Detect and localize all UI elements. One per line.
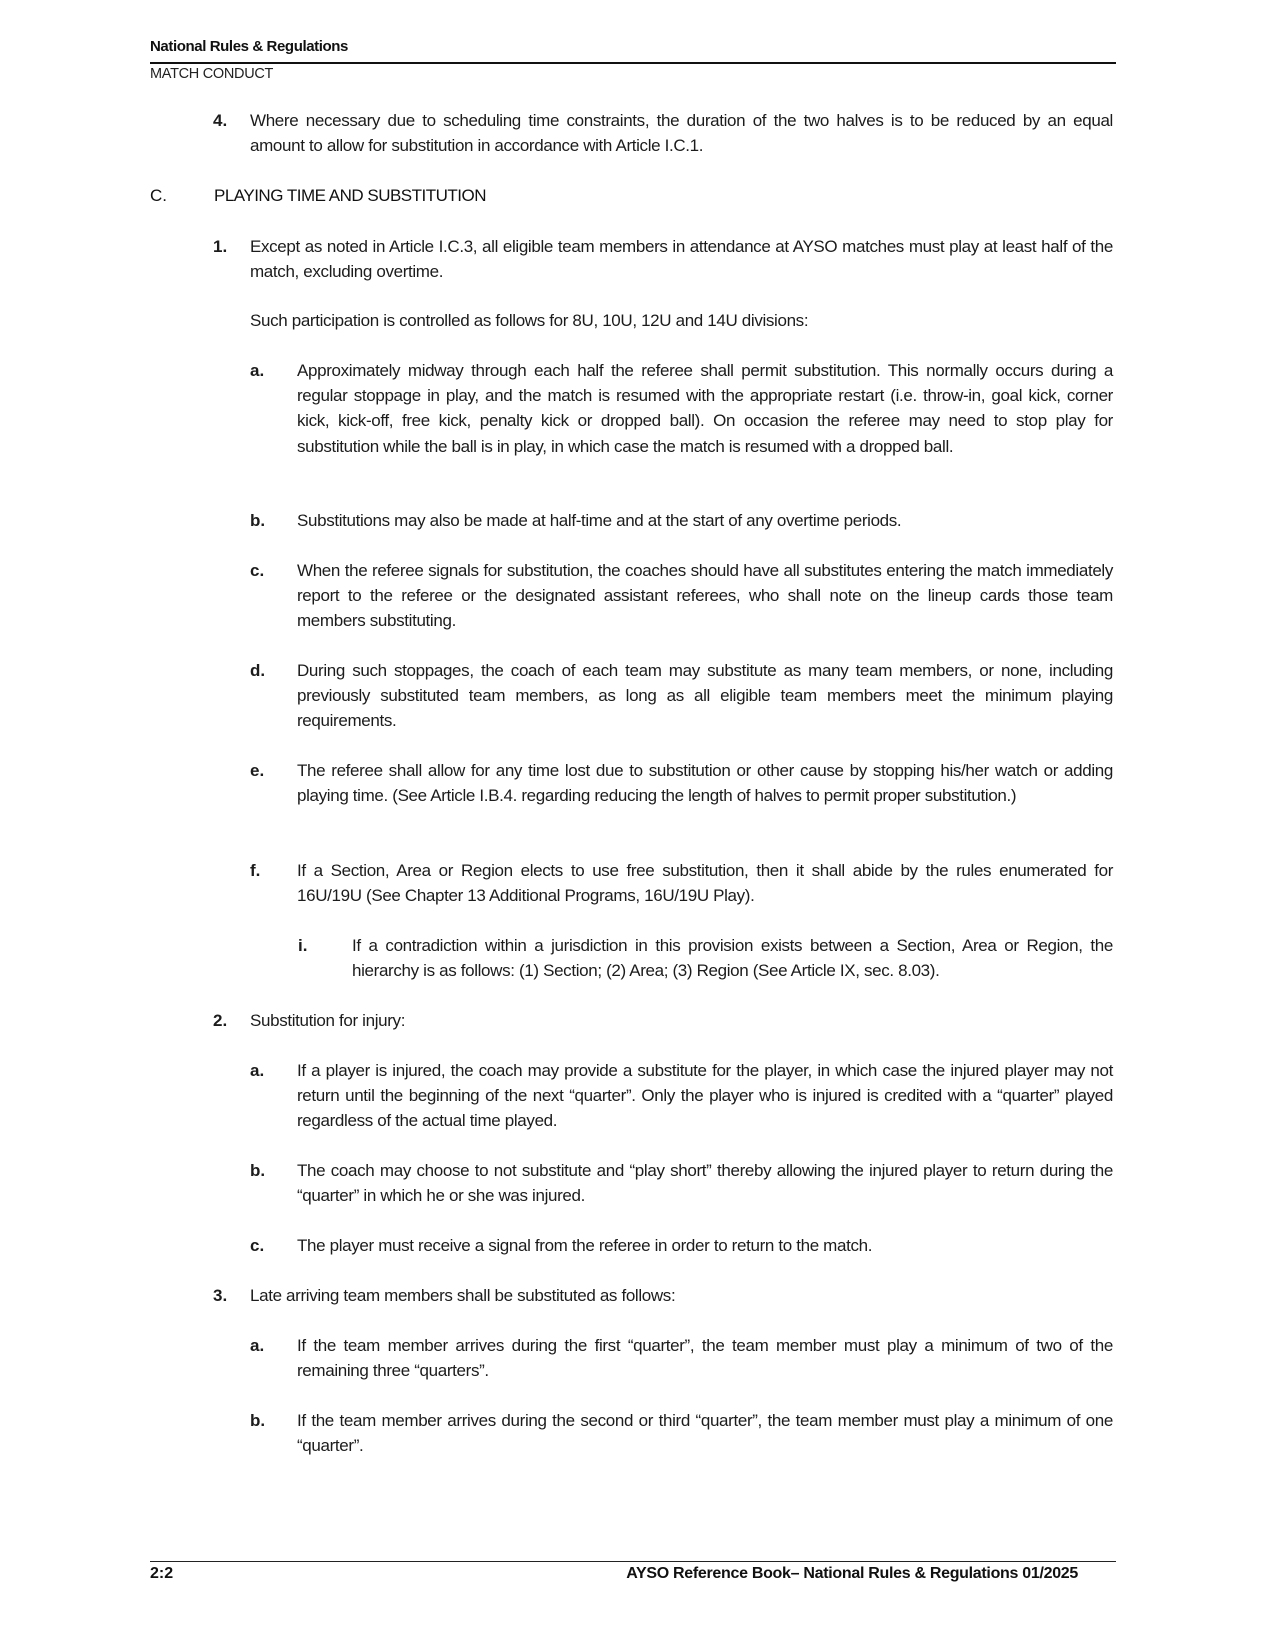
subitem-text: If a Section, Area or Region elects to use free substitution, then it shall abide by the rules enumerated for 16U/19U (See Chapter 13 Additional Programs, 16U/19U Play). (297, 861, 1113, 906)
item-intro: Such participation is controlled as follows for 8U, 10U, 12U and 14U divisions: (250, 311, 809, 330)
section-label: C. (150, 186, 167, 205)
roman-numeral: i. (298, 936, 308, 955)
subitem-letter: e. (250, 761, 265, 780)
subitem-text: If a contradiction within a jurisdiction in this provision exists between a Section, Area or Region, the hierarchy is as follows: (1) Section; (2) Area; (3) Region (See Article IX, sec. 8.03). (352, 936, 1113, 981)
subitem-letter: a. (250, 361, 265, 380)
subitem-text: During such stoppages, the coach of each team may substitute as many team members, or none, including previously substituted team members, as long as all eligible team members meet the minimum playing requirements. (297, 661, 1113, 731)
subitem-letter: b. (250, 1411, 266, 1430)
subitem-text: The coach may choose to not substitute and “play short” thereby allowing the injured player to return during the “quarter” in which he or she was injured. (297, 1161, 1113, 1206)
item-number: 2. (213, 1011, 228, 1030)
subitem-letter: b. (250, 1161, 266, 1180)
running-header-chapter: MATCH CONDUCT (150, 66, 274, 82)
section-title: PLAYING TIME AND SUBSTITUTION (214, 186, 487, 205)
subitem-letter: a. (250, 1336, 265, 1355)
subitem-letter: b. (250, 511, 266, 530)
subitem-text: The referee shall allow for any time lost due to substitution or other cause by stopping his/her watch or adding playing time. (See Article I.B.4. regarding reducing the length of halves to permit proper substitution.) (297, 761, 1113, 806)
subitem-text: If a player is injured, the coach may provide a substitute for the player, in which case the injured player may not return until the beginning of the next “quarter”. Only the player who is injured is credited with a “quarter” played regardless of the actual time played. (297, 1061, 1113, 1131)
subitem-letter: c. (250, 1236, 265, 1255)
item-number: 3. (213, 1286, 228, 1305)
running-header-title: National Rules & Regulations (150, 38, 348, 55)
header-rule (150, 62, 1116, 64)
subitem-text: If the team member arrives during the first “quarter”, the team member must play a minimum of two of the remaining three “quarters”. (297, 1336, 1113, 1381)
subitem-text: The player must receive a signal from the referee in order to return to the match. (297, 1236, 873, 1255)
item-text: Where necessary due to scheduling time constraints, the duration of the two halves is to be reduced by an equal amount to allow for substitution in accordance with Article I.C.1. (250, 111, 1113, 156)
subitem-letter: c. (250, 561, 265, 580)
item-text: Except as noted in Article I.C.3, all eligible team members in attendance at AYSO matches must play at least half of the match, excluding overtime. (250, 237, 1113, 282)
item-text: Substitution for injury: (250, 1011, 406, 1030)
subitem-text: Approximately midway through each half the referee shall permit substitution. This normally occurs during a regular stoppage in play, and the match is resumed with the appropriate restart (i.e. throw-in, goal kick, corner kick, kick-off, free kick, penalty kick or dropped ball). On occasion the referee may need to stop play for substitution while the ball is in play, in which case the match is resumed with a dropped ball. (297, 361, 1113, 456)
subitem-text: When the referee signals for substitution, the coaches should have all substitutes entering the match immediately report to the referee or the designated assistant referees, who shall note on the lineup cards those team members substituting. (297, 561, 1113, 631)
item-number: 1. (213, 237, 228, 256)
subitem-letter: d. (250, 661, 266, 680)
footer-rule (150, 1561, 1116, 1562)
item-text: Late arriving team members shall be substituted as follows: (250, 1286, 676, 1305)
subitem-letter: a. (250, 1061, 265, 1080)
subitem-text: If the team member arrives during the second or third “quarter”, the team member must play a minimum of one “quarter”. (297, 1411, 1113, 1456)
footer-reference: AYSO Reference Book– National Rules & Regulations 01/2025 (626, 1565, 1078, 1582)
subitem-text: Substitutions may also be made at half-time and at the start of any overtime periods. (297, 511, 902, 530)
subitem-letter: f. (250, 861, 261, 880)
page-number: 2:2 (150, 1565, 174, 1582)
item-number: 4. (213, 111, 228, 130)
